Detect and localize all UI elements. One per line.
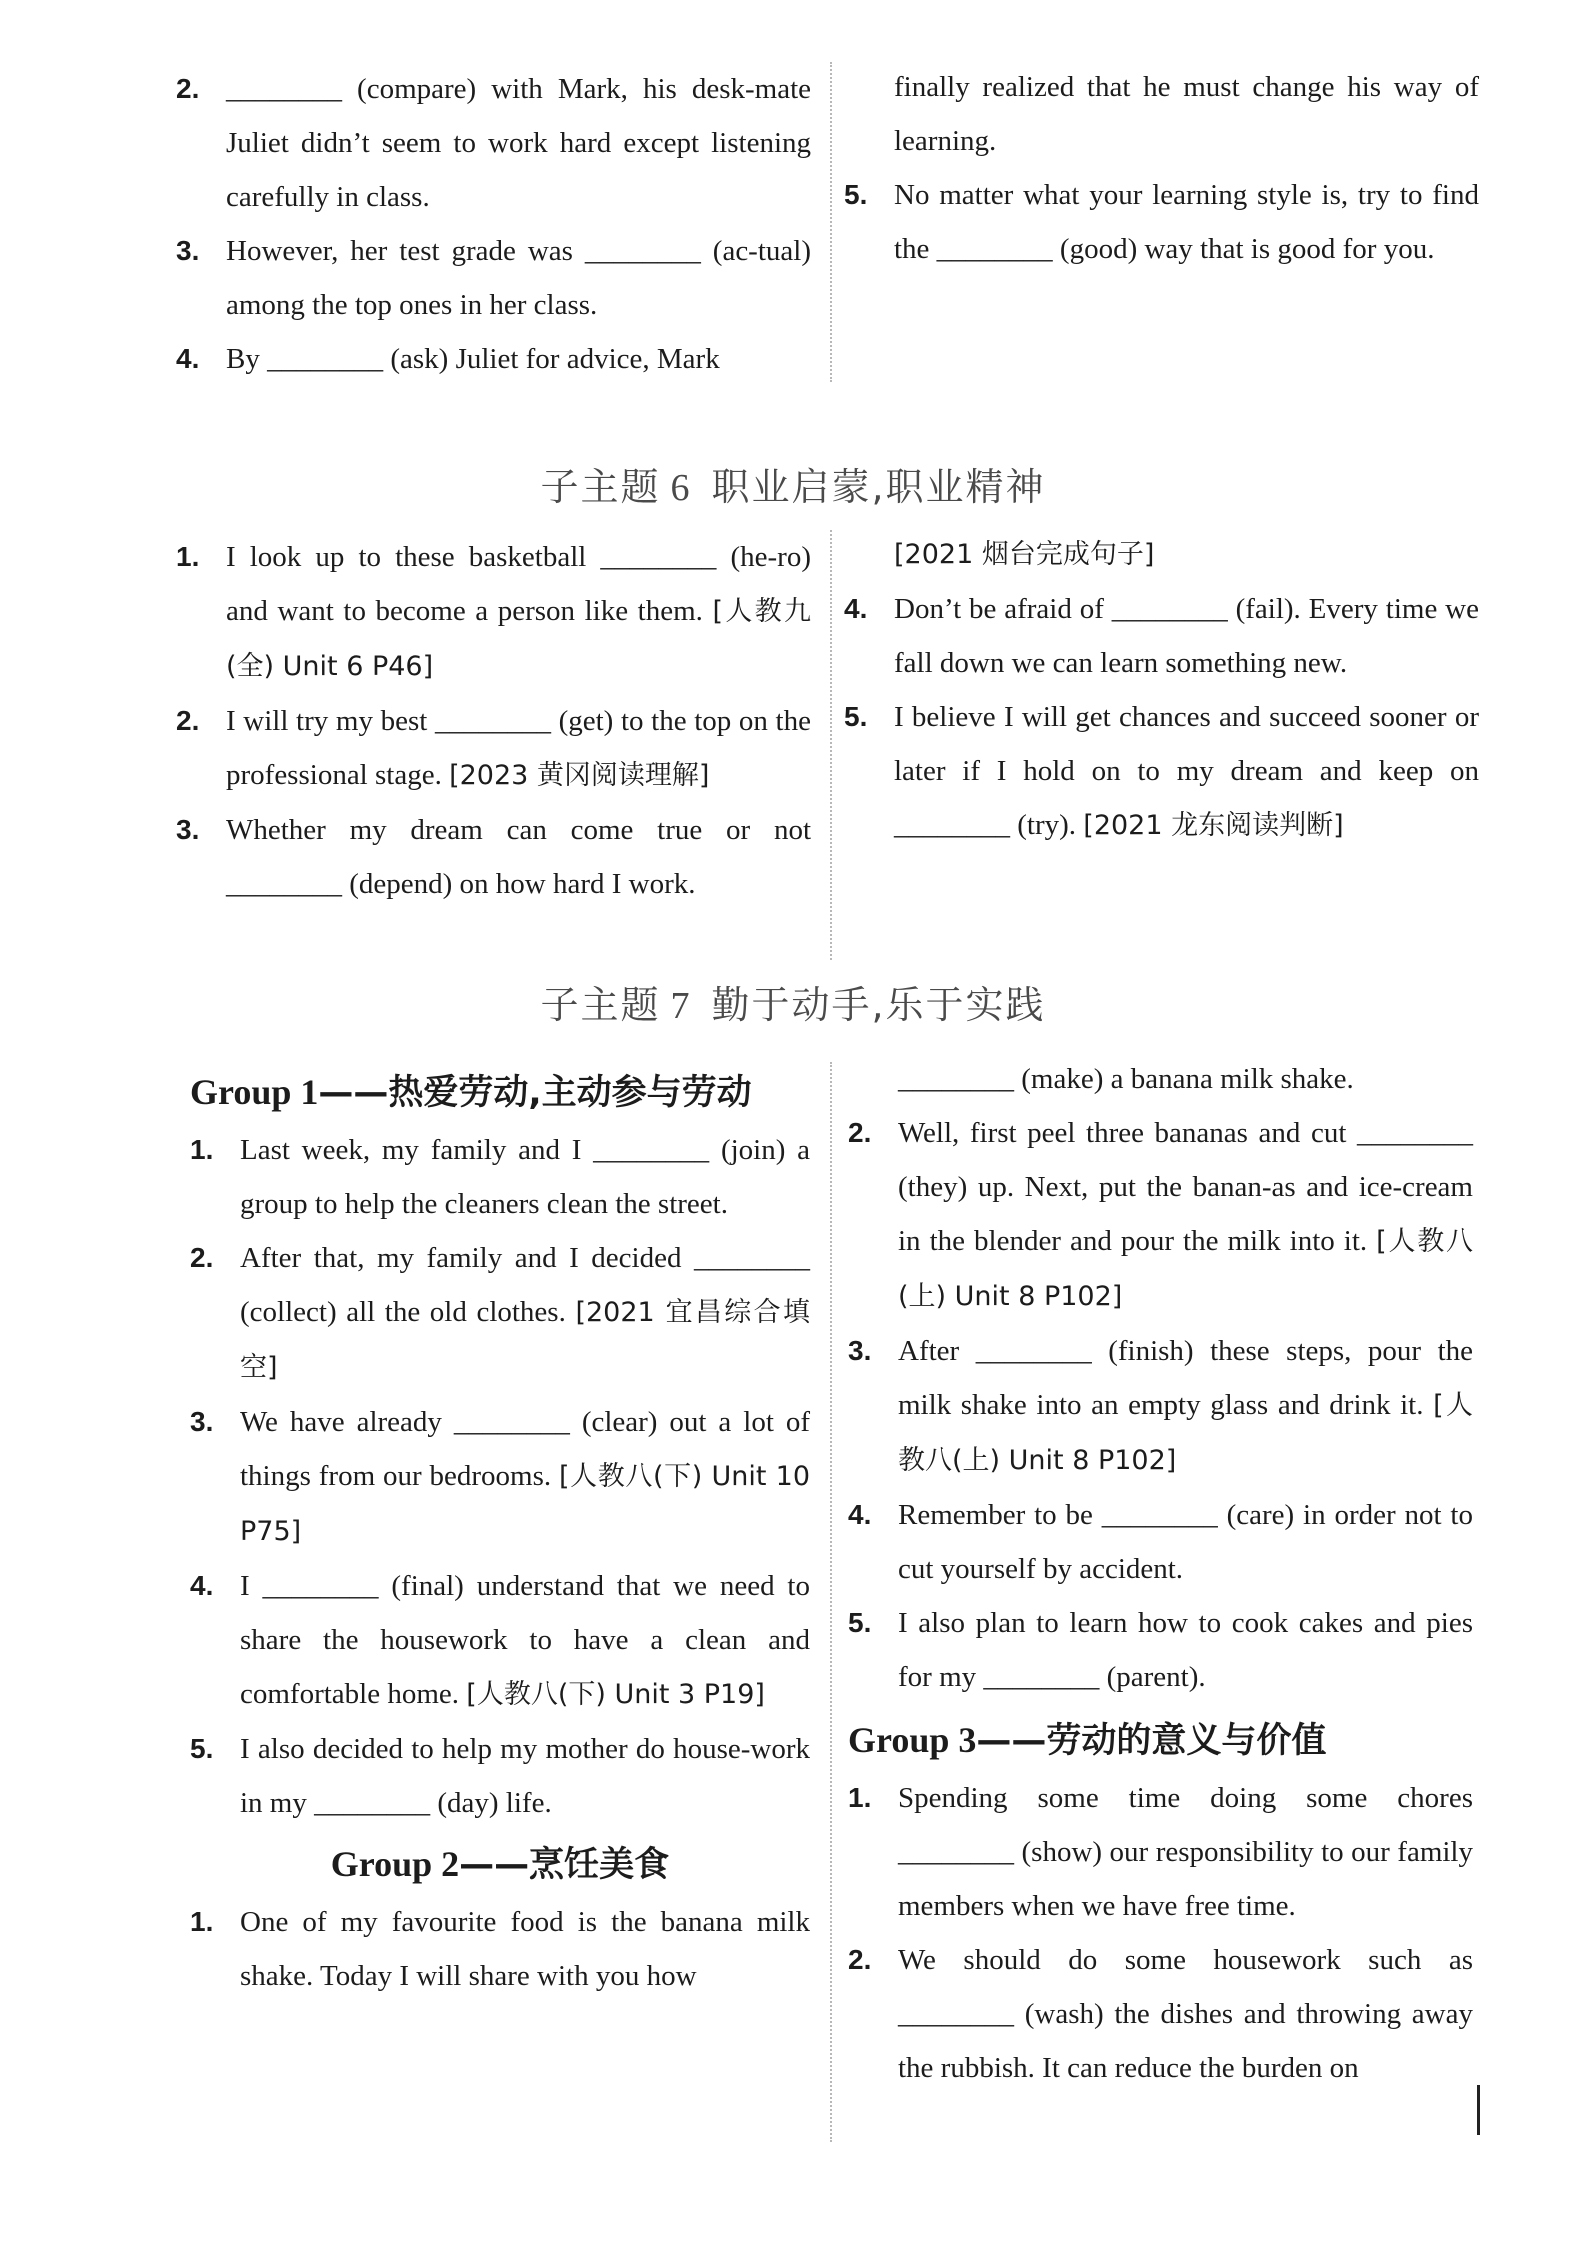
item-text: Well, first peel three bananas and cut ________ (they) up. Next, put the banan-as and ice-cream in the blender and pour the milk into it. [898, 1117, 1473, 1257]
title-prefix: 子主题 [540, 983, 661, 1027]
title-text: 勤于动手,乐于实践 [711, 983, 1046, 1027]
exercise-item [848, 1596, 1473, 1704]
exercise-item [176, 694, 811, 803]
exercise-item [190, 1395, 810, 1559]
exercise-item [176, 62, 811, 224]
source-tag: [人教八(下) Unit 3 P19] [466, 1679, 765, 1710]
item-number: 1. [176, 541, 200, 572]
item-number: 4. [176, 343, 200, 374]
title-number: 7 [670, 985, 692, 1027]
item-text: ________ (compare) with Mark, his desk-mate Juliet didn’t seem to work hard except listening carefully in class. [226, 73, 811, 213]
exercise-item [190, 1231, 810, 1395]
continued-text: finally realized that he must change his way of learning. [894, 71, 1479, 157]
item-text: I also plan to learn how to cook cakes and pies for my ________ (parent). [898, 1607, 1473, 1693]
item-text: One of my favourite food is the banana milk shake. Today I will share with you how [240, 1906, 810, 1992]
source-tag: [人教九(全) Unit 6 P46] [226, 596, 811, 682]
sec7-left-column [190, 1062, 810, 2003]
item-text: Don’t be afraid of ________ (fail). Every time we fall down we can learn something new. [894, 593, 1479, 679]
group-topic: ——劳动的意义与价值 [976, 1721, 1327, 1761]
item-text: We should do some housework such as ________ (wash) the dishes and throwing away the rubbish. It can reduce the burden on [898, 1944, 1473, 2084]
item-number: 1. [190, 1134, 214, 1165]
item-number: 3. [176, 814, 200, 845]
item-number: 1. [190, 1906, 214, 1937]
item-text: Spending some time doing some chores ________ (show) our responsibility to our family members when we have free time. [898, 1782, 1473, 1922]
sec6-right-column [844, 528, 1479, 853]
group-label: Group 2 [330, 1844, 460, 1884]
exercise-item [176, 803, 811, 911]
item-number: 2. [190, 1242, 214, 1273]
exercise-item [844, 168, 1479, 276]
exercise-item [190, 1895, 810, 2003]
column-divider [830, 1062, 832, 2142]
exercise-item [848, 1488, 1473, 1596]
section-7-title [0, 974, 1586, 1029]
item-text: I also decided to help my mother do house-work in my ________ (day) life. [240, 1733, 810, 1819]
continued-text: ________ (make) a banana milk shake. [898, 1063, 1354, 1095]
item-number: 2. [848, 1117, 872, 1148]
item-text: I look up to these basketball ________ (he-ro) and want to become a person like them. [226, 541, 811, 627]
group-topic: ——烹饪美食 [459, 1845, 670, 1885]
source-tag: [人教八(上) Unit 8 P102] [898, 1390, 1474, 1476]
exercise-item [844, 582, 1479, 690]
item-number: 2. [848, 1944, 872, 1975]
item-text: After that, my family and I decided ________ (collect) all the old clothes. [240, 1242, 810, 1328]
item-text: We have already ________ (clear) out a lot of things from our bedrooms. [240, 1406, 810, 1492]
item-text: Remember to be ________ (care) in order not to cut yourself by accident. [898, 1499, 1473, 1585]
section-6-title [0, 456, 1586, 511]
item-number: 4. [844, 593, 868, 624]
source-tag: [2021 龙东阅读判断] [1083, 810, 1344, 841]
source-tag: [2021 宜昌综合填空] [240, 1297, 810, 1383]
group-2-title [190, 1834, 810, 1895]
exercise-item [848, 1933, 1473, 2095]
exercise-item [848, 1324, 1473, 1488]
item-number: 3. [848, 1335, 872, 1366]
item-number: 2. [176, 705, 200, 736]
item-number: 2. [176, 73, 200, 104]
page-edge-mark [1477, 2085, 1480, 2135]
exercise-item [848, 1106, 1473, 1324]
item-text: I believe I will get chances and succeed sooner or later if I hold on to my dream and keep on ________ (try). [894, 701, 1479, 841]
group-label: Group 3 [848, 1720, 977, 1760]
item-number: 5. [844, 179, 868, 210]
item-number: 4. [190, 1570, 214, 1601]
item-text: Whether my dream can come true or not ________ (depend) on how hard I work. [226, 814, 811, 900]
top-right-column [844, 60, 1479, 276]
exercise-item [176, 530, 811, 694]
title-prefix: 子主题 [540, 465, 661, 509]
exercise-item [190, 1559, 810, 1722]
source-tag: [人教八(上) Unit 8 P102] [898, 1226, 1473, 1312]
item-number: 3. [176, 235, 200, 266]
item-text: I ________ (final) understand that we need to share the housework to have a clean and comfortable home. [240, 1570, 810, 1710]
item-number: 1. [848, 1782, 872, 1813]
exercise-item [190, 1722, 810, 1830]
exercise-item [844, 690, 1479, 853]
title-text: 职业启蒙,职业精神 [711, 465, 1046, 509]
item-text: By ________ (ask) Juliet for advice, Mark [226, 343, 720, 375]
item-text: However, her test grade was ________ (ac-tual) among the top ones in her class. [226, 235, 811, 321]
column-divider [830, 62, 832, 382]
exercise-item [176, 224, 811, 332]
source-tag: [人教八(下) Unit 10 P75] [240, 1461, 810, 1547]
item-number: 5. [844, 701, 868, 732]
sec6-left-column [176, 530, 811, 911]
exercise-item [190, 1123, 810, 1231]
group-label: Group 1 [190, 1072, 319, 1112]
source-tag: [2023 黄冈阅读理解] [449, 760, 710, 791]
top-left-column [176, 62, 811, 386]
item-text: I will try my best ________ (get) to the top on the professional stage. [226, 705, 811, 791]
item-text: No matter what your learning style is, try to find the ________ (good) way that is good for you. [894, 179, 1479, 265]
exercise-item [848, 1771, 1473, 1933]
group-topic: ——热爱劳动,主动参与劳动 [318, 1073, 752, 1113]
source-tag: [2021 烟台完成句子] [894, 539, 1155, 570]
group-3-title [848, 1710, 1473, 1771]
item-number: 5. [190, 1733, 214, 1764]
item-text: After ________ (finish) these steps, pour the milk shake into an empty glass and drink it. [898, 1335, 1473, 1421]
item-number: 5. [848, 1607, 872, 1638]
item-text: Last week, my family and I ________ (join) a group to help the cleaners clean the street. [240, 1134, 810, 1220]
exercise-item [176, 332, 811, 386]
group-1-title [190, 1062, 810, 1123]
title-number: 6 [670, 467, 692, 509]
item-number: 4. [848, 1499, 872, 1530]
item-number: 3. [190, 1406, 214, 1437]
column-divider [830, 530, 832, 960]
sec7-right-column [848, 1052, 1473, 2095]
